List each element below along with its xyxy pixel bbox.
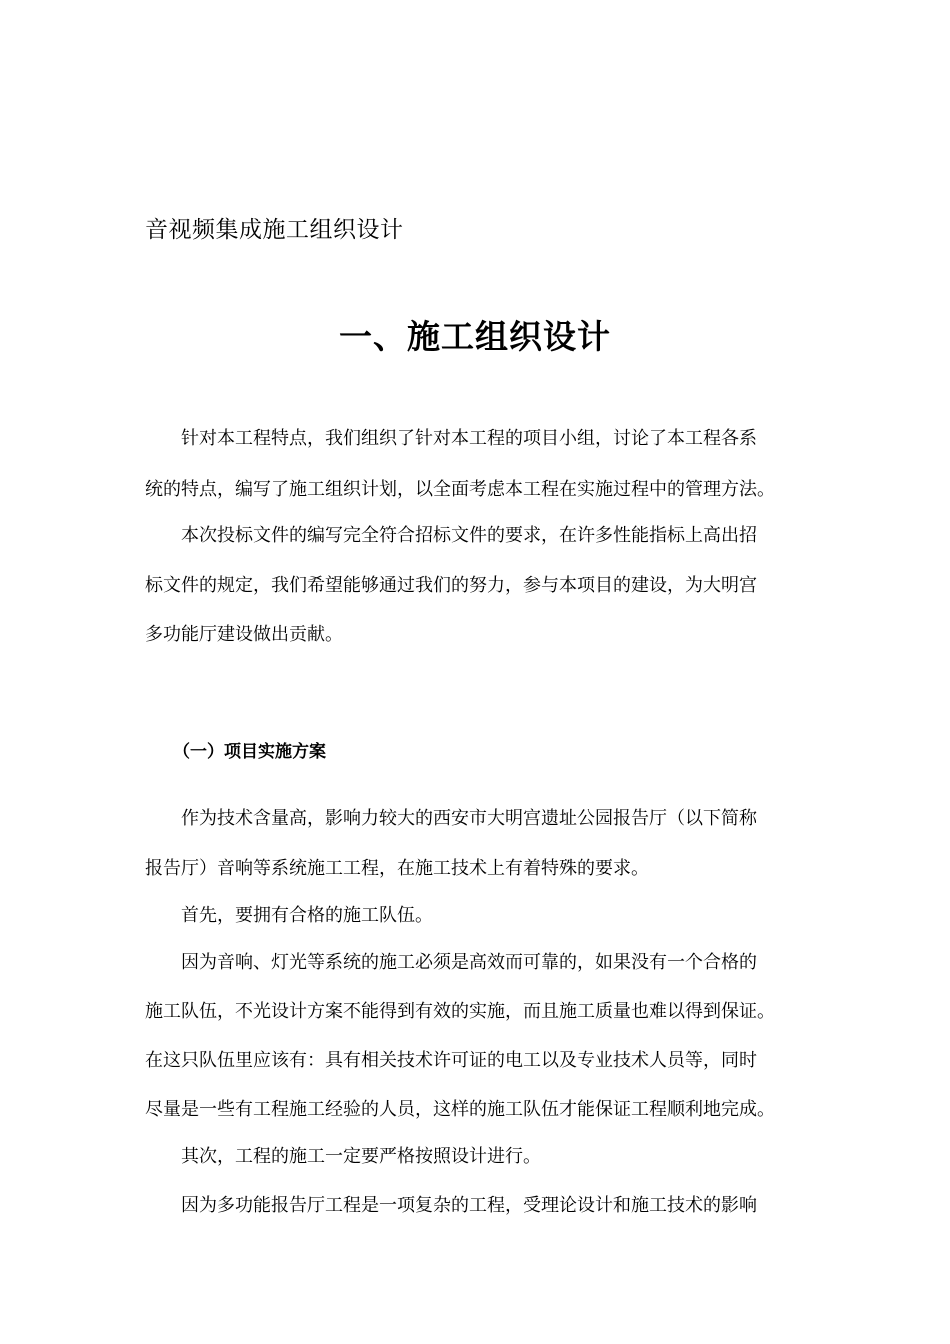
paragraph-line: 多功能厅建设做出贡献。 xyxy=(145,624,343,645)
paragraph-line: 报告厅）音响等系统施工工程，在施工技术上有着特殊的要求。 xyxy=(145,858,649,879)
paragraph-line: 统的特点，编写了施工组织计划，以全面考虑本工程在实施过程中的管理方法。 xyxy=(145,479,775,500)
section-heading: 一、施工组织设计 xyxy=(339,317,611,356)
paragraph-line: 针对本工程特点，我们组织了针对本工程的项目小组，讨论了本工程各系 xyxy=(181,428,757,449)
paragraph-line: 作为技术含量高，影响力较大的西安市大明宫遗址公园报告厅（以下简称 xyxy=(181,808,757,829)
paragraph-line: 本次投标文件的编写完全符合招标文件的要求，在许多性能指标上高出招 xyxy=(181,525,757,546)
paragraph-line: 尽量是一些有工程施工经验的人员，这样的施工队伍才能保证工程顺利地完成。 xyxy=(145,1099,775,1120)
paragraph-line: 因为多功能报告厅工程是一项复杂的工程，受理论设计和施工技术的影响 xyxy=(181,1195,757,1216)
subsection-heading: （一）项目实施方案 xyxy=(173,742,326,762)
paragraph-line: 其次，工程的施工一定要严格按照设计进行。 xyxy=(181,1146,541,1167)
document-title: 音视频集成施工组织设计 xyxy=(145,217,404,243)
paragraph-line: 标文件的规定，我们希望能够通过我们的努力，参与本项目的建设，为大明宫 xyxy=(145,575,757,596)
paragraph-line: 在这只队伍里应该有：具有相关技术许可证的电工以及专业技术人员等，同时 xyxy=(145,1050,757,1071)
paragraph-line: 因为音响、灯光等系统的施工必须是高效而可靠的，如果没有一个合格的 xyxy=(181,952,757,973)
paragraph-line: 首先，要拥有合格的施工队伍。 xyxy=(181,905,433,926)
paragraph-line: 施工队伍，不光设计方案不能得到有效的实施，而且施工质量也难以得到保证。 xyxy=(145,1001,775,1022)
